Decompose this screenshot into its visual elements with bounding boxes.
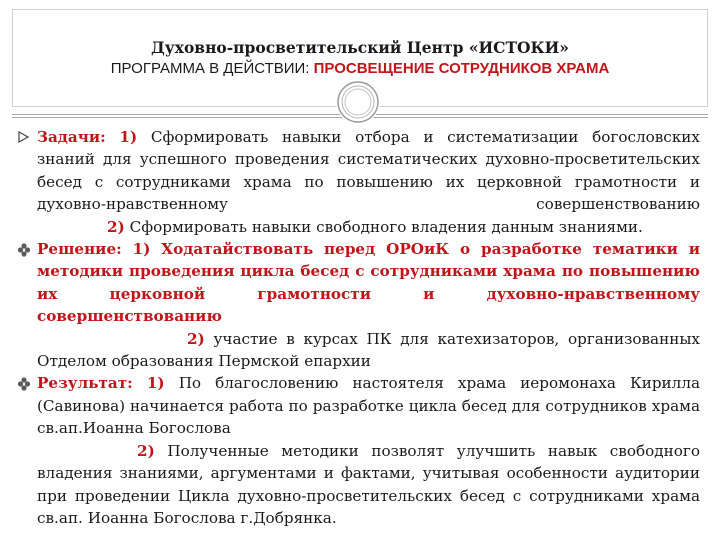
result-label: Результат: [37,374,133,393]
result-text-2: Полученные методики позволят улучшить навык свободного владения знаниями, аргументами и фактами, учитывая особенности аудитории при проведении Цикла духовно-просветительских бесед с сотрудниками храма св.ап. Иоанна Богослова г.Добрянка. [37,441,700,527]
page-title: Духовно-просветительский Центр «ИСТОКИ» [151,38,569,57]
subtitle-prefix: ПРОГРАММА В ДЕЙСТВИИ: [110,60,314,77]
result-number-2: 2) [137,441,155,460]
result-line-2 [37,440,700,530]
tasks-line-2 [37,216,700,238]
tasks-number-2: 2) [107,217,125,236]
page-subtitle [13,60,707,77]
solution-number-1: 1) [132,240,151,259]
diamond-bullet-icon [17,372,31,394]
content-body [37,126,700,529]
subtitle-highlight: ПРОСВЕЩЕНИЕ СОТРУДНИКОВ ХРАМА [313,60,610,77]
circle-ornament-icon [336,80,380,124]
solution-label: Решение: [37,240,122,259]
tasks-line-1 [37,126,700,216]
tasks-label: Задачи: [37,128,106,146]
solution-line-2 [37,328,700,373]
diamond-bullet-icon [17,238,31,260]
solution-number-2: 2) [187,329,205,348]
result-number-1: 1) [146,374,165,393]
solution-text-2: участие в курсах ПК для катехизаторов, организованных Отделом образования Пермской епархии [37,329,701,371]
result-line-1 [37,372,700,439]
solution-text-1: Ходатайствовать перед ОРОиК о разработке тематики и методики проведения цикла бесед с сотрудниками храма по повышению их церковной грамотности и духовно-нравственному совершенствованию [37,240,700,326]
arrow-bullet-icon [17,126,31,148]
tasks-text-2: Сформировать навыки свободного владения данным знаниями. [129,217,643,236]
result-text-1: По благословению настоятеля храма иеромонаха Кирилла (Савинова) начинается работа по разработке цикла бесед для сотрудников храма св.ап.Иоанна Богослова [37,374,701,438]
tasks-text-1: Сформировать навыки отбора и систематизации богословских знаний для успешного проведения систематических духовно-просветительских бесед с сотрудниками храма по повышению их церковной грамотности и духовно-нравственному совершенствованию [37,128,700,214]
solution-line-1 [37,238,700,328]
tasks-number-1: 1) [119,128,138,146]
